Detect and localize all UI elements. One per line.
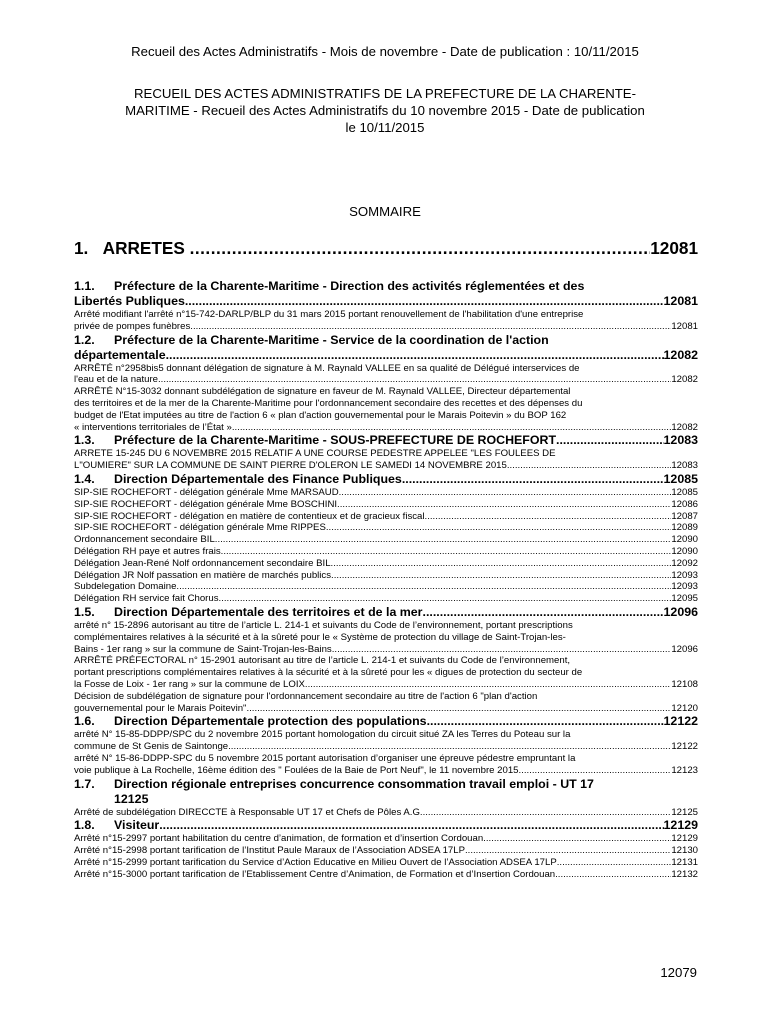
toc-page-number: 12093 xyxy=(671,581,698,593)
toc-entry[interactable] xyxy=(74,386,698,433)
toc-entry-text: ARRÊTÉ N°15-3032 donnant subdélégation de signature en faveur de M. Raynald VALLEE, Directeur départemental xyxy=(74,386,571,398)
toc-entry-text: L"OUMIERE" SUR LA COMMUNE DE SAINT PIERRE D'OLERON LE SAMEDI 14 NOVEMBRE 2015 xyxy=(74,460,507,472)
table-of-contents xyxy=(74,238,698,880)
dot-leader xyxy=(427,714,664,729)
toc-page-number: 12081 xyxy=(671,320,698,332)
toc-subsection-1-2[interactable] xyxy=(74,333,698,363)
toc-entry-text: SIP-SIE ROCHEFORT - délégation générale Mme RIPPES xyxy=(74,522,326,534)
toc-entry[interactable] xyxy=(74,691,698,715)
toc-entry-text: Délégation RH service fait Chorus xyxy=(74,593,219,605)
toc-page-number: 12083 xyxy=(671,460,698,472)
dot-leader xyxy=(507,460,671,472)
dot-leader xyxy=(423,807,672,819)
toc-page-number: 12130 xyxy=(671,845,698,857)
toc-entry-text: Arrêté n°15-2999 portant tarification du Service d’Action Educative en Milieu Ouvert de l’Association ADSEA 17LP xyxy=(74,856,557,868)
toc-entry-text: arrêté n° 15-2896 autorisant au titre de l’article L. 214-1 et suivants du Code de l’environnement, portant prescriptions xyxy=(74,619,573,631)
dot-leader xyxy=(185,294,664,309)
toc-page-number: 12085 xyxy=(671,486,698,498)
toc-page-number: 12129 xyxy=(671,833,698,845)
toc-entry[interactable] xyxy=(74,581,698,593)
toc-entry[interactable] xyxy=(74,499,698,511)
toc-page-number: 12131 xyxy=(671,856,698,868)
dot-leader xyxy=(402,472,664,487)
toc-page-number: 12122 xyxy=(663,714,698,729)
toc-section-number: 1. xyxy=(74,238,89,258)
toc-page-number: 12090 xyxy=(671,534,698,546)
toc-entry-text: arrêté N° 15-86-DDPP-SPC du 5 novembre 2015 portant autorisation d’organiser une épreuve pédestre empruntant la xyxy=(74,752,576,764)
toc-page-number: 12081 xyxy=(650,238,698,258)
toc-entry[interactable] xyxy=(74,511,698,523)
toc-entry-text: ARRÊTÉ n°2958bis5 donnant délégation de signature à M. Raynald VALLEE en sa qualité de Délégué interservices de xyxy=(74,362,580,374)
toc-entry-text: portant prescriptions complémentaires relatives à la sécurité et à la sûreté pour les « digues de protection du secteur de xyxy=(74,667,583,679)
toc-entry[interactable] xyxy=(74,534,698,546)
toc-subsection-number: 1.3. xyxy=(74,433,95,448)
dot-leader xyxy=(337,499,671,511)
toc-entry-text: Décision de subdélégation de signature pour l'ordonnancement secondaire au titre de l'action 6 "plan d'action xyxy=(74,690,538,702)
toc-entry-text: complémentaires relatives à la sécurité et à la sûreté pour le « Système de protection du village de Saint-Trojan-les- xyxy=(74,631,566,643)
dot-leader xyxy=(331,558,672,570)
toc-entry[interactable] xyxy=(74,570,698,582)
dot-leader xyxy=(483,833,671,845)
toc-entry[interactable] xyxy=(74,729,698,753)
toc-entry[interactable] xyxy=(74,546,698,558)
toc-entry[interactable] xyxy=(74,593,698,605)
dot-leader xyxy=(219,593,672,605)
toc-section-title: ARRETES xyxy=(102,238,185,258)
toc-subsection-1-8[interactable] xyxy=(74,818,698,833)
document-title-line: le 10/11/2015 xyxy=(345,120,425,135)
dot-leader xyxy=(221,546,672,558)
toc-page-number: 12082 xyxy=(671,421,698,433)
toc-subsection-number: 1.8. xyxy=(74,818,95,833)
toc-page-number: 12090 xyxy=(671,545,698,557)
toc-entry-text: « interventions territoriales de l’État » xyxy=(74,421,232,433)
toc-page-number: 12082 xyxy=(663,347,698,362)
dot-leader xyxy=(305,679,671,691)
toc-entry[interactable] xyxy=(74,869,698,881)
toc-page-number: 12095 xyxy=(671,593,698,605)
sommaire-heading: SOMMAIRE xyxy=(349,204,421,219)
toc-entry-text: Arrêté modifiant l'arrêté n°15-742-DARLP/BLP du 31 mars 2015 portant renouvellement de l'habilitation d'une entreprise xyxy=(74,309,584,320)
toc-entry-text: Ordonnancement secondaire BIL xyxy=(74,534,215,546)
toc-entry-text: Arrêté n°15-2998 portant tarification de l’Institut Paule Maraux de l’Association ADSEA 17LP xyxy=(74,845,466,857)
toc-subsection-title-cont: Libertés Publiques xyxy=(74,294,185,308)
toc-page-number: 12125 xyxy=(671,806,698,818)
toc-entry-text: Arrêté de subdélégation DIRECCTE à Responsable UT 17 et Chefs de Pôles A.G. xyxy=(74,806,423,818)
dot-leader xyxy=(557,857,672,869)
toc-entry[interactable] xyxy=(74,655,698,690)
toc-entry-text: Délégation Jean-René Nolf ordonnancement secondaire BIL xyxy=(74,557,331,569)
toc-entry[interactable] xyxy=(74,487,698,499)
toc-entry-text: Délégation RH paye et autres frais xyxy=(74,545,221,557)
document-title-line: MARITIME - Recueil des Actes Administratifs du 10 novembre 2015 - Date de publication xyxy=(125,103,645,118)
toc-page-number: 12086 xyxy=(671,498,698,510)
toc-subsection-number: 1.1. xyxy=(74,279,95,293)
dot-leader xyxy=(158,374,671,386)
toc-subsection-number: 1.6. xyxy=(74,714,95,729)
toc-page-number: 12122 xyxy=(671,741,698,753)
toc-page-number: 12089 xyxy=(671,522,698,534)
toc-entry[interactable] xyxy=(74,522,698,534)
toc-subsection-title: Direction Départementale des Finance Publiques xyxy=(114,471,402,486)
toc-subsection-1-3[interactable] xyxy=(74,433,698,448)
toc-page-number: 12085 xyxy=(663,471,698,486)
toc-page-number: 12108 xyxy=(671,678,698,690)
toc-entry[interactable] xyxy=(74,448,698,472)
toc-page-number: 12120 xyxy=(671,702,698,714)
toc-subsection-title: Direction Départementale protection des populations xyxy=(114,714,427,729)
toc-entry[interactable] xyxy=(74,857,698,869)
toc-subsection-title-cont: départementale xyxy=(74,347,166,362)
toc-subsection-title: Direction Départementale des territoires et de la mer xyxy=(114,604,423,619)
toc-entry-text: Arrêté n°15-2997 portant habilitation du centre d’animation, de formation et d’insertion Cordouan xyxy=(74,833,484,845)
dot-leader xyxy=(332,644,672,656)
dot-leader xyxy=(246,703,671,715)
page-number: 12079 xyxy=(660,965,697,980)
toc-page-number: 12087 xyxy=(671,510,698,522)
toc-entry-text: privée de pompes funèbres. xyxy=(74,320,193,332)
toc-subsection-number: 1.5. xyxy=(74,604,95,619)
dot-leader xyxy=(423,605,664,620)
toc-entry[interactable] xyxy=(74,833,698,845)
toc-page-number: 12093 xyxy=(671,569,698,581)
toc-page-number: 12132 xyxy=(671,868,698,880)
toc-entry[interactable] xyxy=(74,753,698,777)
toc-subsection-number: 1.2. xyxy=(74,332,95,347)
toc-page-number: 12081 xyxy=(663,294,698,308)
toc-entry-text: ARRÊTÉ PRÉFECTORAL n° 15-2901 autorisant au titre de l’article L. 214-1 et suivants du Code de l’environnement, xyxy=(74,655,571,667)
toc-subsection-1-7[interactable] xyxy=(74,777,698,807)
dot-leader xyxy=(232,422,671,434)
toc-entry[interactable] xyxy=(74,807,698,819)
dot-leader xyxy=(465,845,671,857)
dot-leader xyxy=(176,581,671,593)
toc-page-number: 12129 xyxy=(663,818,698,833)
dot-leader xyxy=(190,238,651,258)
toc-subsection-number: 1.7. xyxy=(74,776,95,791)
toc-entry-text: Arrêté n°15-3000 portant tarification de l’Etablissement Centre d’Animation, de Formation et d’Insertion Cordouan xyxy=(74,868,556,880)
toc-entry[interactable] xyxy=(74,845,698,857)
toc-page-number: 12096 xyxy=(671,643,698,655)
toc-entry-text: SIP-SIE ROCHEFORT - délégation générale Mme MARSAUD xyxy=(74,486,339,498)
toc-entry[interactable] xyxy=(74,309,698,333)
toc-subsection-title: Préfecture de la Charente-Maritime - Direction des activités réglementées et des xyxy=(114,279,585,293)
dot-leader xyxy=(331,570,671,582)
toc-subsection-1-1[interactable] xyxy=(74,279,698,309)
toc-entry-text: budget de l'Etat imputées au titre de l'action 6 « plan d'action gouvernemental pour le Marais Poitevin » du BOP 162 xyxy=(74,409,567,421)
toc-subsection-1-4[interactable] xyxy=(74,472,698,487)
toc-entry-text: l'eau et de la nature xyxy=(74,374,158,386)
toc-page-number: 12082 xyxy=(671,374,698,386)
toc-entry-text: Subdelegation Domaine xyxy=(74,581,177,593)
toc-entry-text: commune de St Genis de Saintonge xyxy=(74,741,229,753)
toc-entry[interactable] xyxy=(74,558,698,570)
toc-entry[interactable] xyxy=(74,363,698,387)
toc-page-number: 12092 xyxy=(671,557,698,569)
toc-entry-text: la Fosse de Loix - 1er rang » sur la commune de LOIX xyxy=(74,678,305,690)
running-header: Recueil des Actes Administratifs - Mois de novembre - Date de publication : 10/11/2015 xyxy=(131,44,639,59)
toc-entry[interactable] xyxy=(74,620,698,655)
document-title xyxy=(70,85,700,136)
toc-subsection-title: Préfecture de la Charente-Maritime - Service de la coordination de l'action xyxy=(114,332,549,347)
dot-leader xyxy=(193,321,671,333)
toc-page-number: 12096 xyxy=(663,604,698,619)
toc-entry-text: Bains - 1er rang » sur la commune de Saint-Trojan-les-Bains xyxy=(74,643,332,655)
toc-entry-text: SIP-SIE ROCHEFORT - délégation générale Mme BOSCHINI xyxy=(74,498,338,510)
toc-subsection-title: Préfecture de la Charente-Maritime - SOUS-PREFECTURE DE ROCHEFORT xyxy=(114,433,557,448)
toc-page-number: 12083 xyxy=(663,433,698,448)
toc-page-number: 12123 xyxy=(671,764,698,776)
toc-entry-text: gouvernemental pour le Marais Poitevin" xyxy=(74,702,247,714)
toc-entry-text: voie publique à La Rochelle, 16ème édition des " Foulées de la Baie de Port Neuf", le 11 novembre 2015 xyxy=(74,764,519,776)
dot-leader xyxy=(166,348,664,363)
toc-page-number: 12125 xyxy=(114,791,149,806)
toc-section-arretes[interactable] xyxy=(74,238,698,258)
toc-subsection-1-6[interactable] xyxy=(74,714,698,729)
toc-entry-text: arrêté N° 15-85-DDPP/SPC du 2 novembre 2015 portant homologation du circuit situé ZA les Terres du Poteau sur la xyxy=(74,729,571,741)
dot-leader xyxy=(519,765,672,777)
toc-entry-text: Délégation JR Nolf passation en matière de marchés publics xyxy=(74,569,332,581)
dot-leader xyxy=(326,522,671,534)
document-title-line: RECUEIL DES ACTES ADMINISTRATIFS DE LA PREFECTURE DE LA CHARENTE- xyxy=(134,86,636,101)
dot-leader xyxy=(556,433,664,448)
dot-leader xyxy=(555,869,671,881)
dot-leader xyxy=(339,487,672,499)
dot-leader xyxy=(215,534,672,546)
toc-subsection-number: 1.4. xyxy=(74,471,95,486)
toc-entry-text: des territoires et de la mer de la Charente-Maritime pour l'ordonnancement secondaire des recettes et des dépenses du xyxy=(74,397,583,409)
dot-leader xyxy=(425,511,672,523)
toc-entry-text: ARRETE 15-245 DU 6 NOVEMBRE 2015 RELATIF A UNE COURSE PEDESTRE APPELEE "LES FOULEES DE xyxy=(74,448,556,460)
toc-subsection-1-5[interactable] xyxy=(74,605,698,620)
dot-leader xyxy=(228,741,671,753)
toc-subsection-title: Direction régionale entreprises concurrence consommation travail emploi - UT 17 xyxy=(114,776,594,791)
dot-leader xyxy=(159,818,663,833)
toc-subsection-title: Visiteur xyxy=(114,818,160,833)
toc-entry-text: SIP-SIE ROCHEFORT - délégation en matière de contentieux et de gracieux fiscal xyxy=(74,510,425,522)
